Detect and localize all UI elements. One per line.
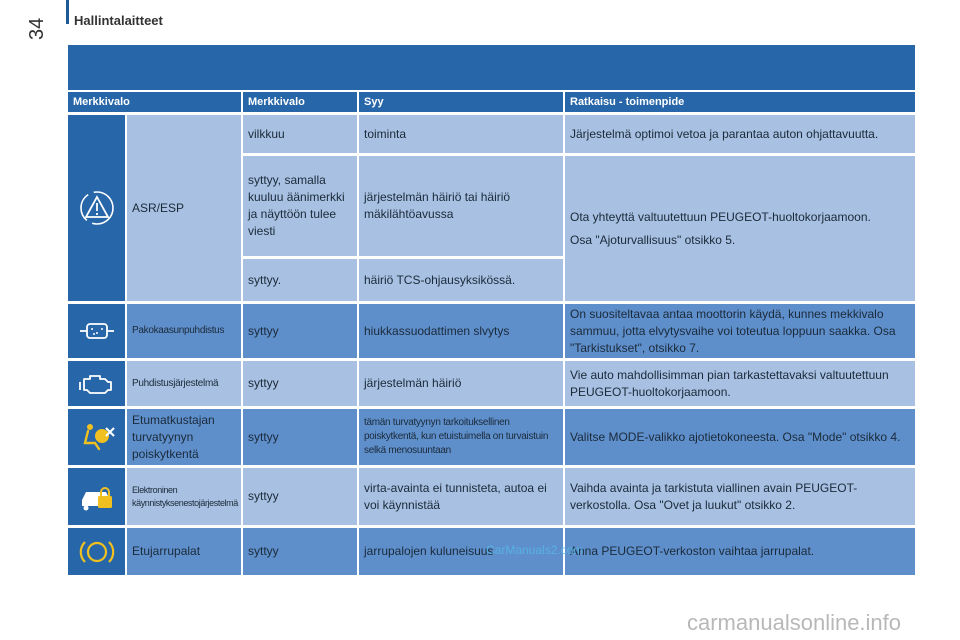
light-name: Puhdistusjärjestelmä [127,361,241,406]
watermark-bottom: carmanualsonline.info [687,610,902,635]
warning-triangle-icon [76,189,118,227]
engine-icon [76,365,118,403]
asr-state-1: vilkkuu [243,115,357,153]
asr-state-3: syttyy. [243,259,357,301]
warning-light-table [68,92,915,575]
light-state: syttyy [243,361,357,406]
table-row [68,468,915,525]
header-cause: Syy [359,92,563,112]
light-name: Etumatkustajan turvatyynyn poiskytkentä [127,409,241,465]
icon-cell [68,468,125,525]
table-row-asr-esp [68,115,915,301]
header-solution: Ratkaisu - toimenpide [565,92,915,112]
asr-cause-2: järjestelmän häiriö tai häiriö mäkilähtöavussa [359,156,563,256]
asr-state-2: syttyy, samalla kuuluu äänimerkki ja näyttöön tulee viesti [243,156,357,256]
particle-filter-icon [76,312,118,350]
asr-solution-shared-line1: Ota yhteyttä valtuutettuun PEUGEOT-huoltokorjaamoon. [570,209,871,224]
table-row [68,409,915,465]
table-header [68,92,915,112]
brake-pads-icon [76,533,118,571]
table-row [68,304,915,358]
light-solution: Valitse MODE-valikko ajotietokoneesta. Osa "Mode" otsikko 4. [565,409,915,465]
light-state: syttyy [243,528,357,575]
icon-cell [68,409,125,465]
light-solution: Vie auto mahdollisimman pian tarkastettavaksi valtuutettuun PEUGEOT-huoltokorjaamoon. [565,361,915,406]
light-name: Elektroninen käynnistyksenestojärjestelmä [127,468,241,525]
light-cause: virta-avainta ei tunnisteta, autoa ei voi käynnistää [359,468,563,525]
asr-solution-shared-line2: Osa "Ajoturvallisuus" otsikko 5. [570,232,736,247]
asr-solution-shared [565,156,915,301]
light-solution: Anna PEUGEOT-verkoston vaihtaa jarrupalat. [565,528,915,575]
asr-name-cell: ASR/ESP [127,115,241,301]
asr-solution-1: Järjestelmä optimoi vetoa ja parantaa auton ohjattavuutta. [565,115,915,153]
icon-cell [68,304,125,358]
light-state: syttyy [243,409,357,465]
light-cause: hiukkassuodattimen slvytys [359,304,563,358]
header-banner [68,45,915,90]
section-marker [66,0,69,24]
section-title: Hallintalaitteet [74,13,163,28]
header-warning-light-state: Merkkivalo [243,92,357,112]
icon-cell [68,528,125,575]
asr-icon-cell [68,115,125,301]
light-name: Etujarrupalat [127,528,241,575]
page-number: 34 [26,17,48,40]
table-row [68,361,915,406]
light-solution: On suositeltavaa antaa moottorin käydä, kunnes mekkivalo sammuu, jotta elvytysvaihe voi toteutua loppuun saakka. Osa "Tarkistukset", otsikko 7. [565,304,915,358]
header-warning-light: Merkkivalo [68,92,241,112]
asr-cause-3: häiriö TCS-ohjausyksikössä. [359,259,563,301]
light-cause: tämän turvatyynyn tarkoituksellinen poiskytkentä, kun etuistuimella on turvaistuin selkä menosuuntaan [359,409,563,465]
watermark-top: CarManuals2.com [486,543,584,557]
light-name: Pakokaasunpuhdistus [127,304,241,358]
light-state: syttyy [243,468,357,525]
icon-cell [68,361,125,406]
light-state: syttyy [243,304,357,358]
immobiliser-lock-icon [76,478,118,516]
light-cause: jarrupalojen kuluneisuus [359,528,563,575]
asr-cause-1: toiminta [359,115,563,153]
light-cause: järjestelmän häiriö [359,361,563,406]
airbag-off-icon [76,418,118,456]
light-solution: Vaihda avainta ja tarkistuta viallinen avain PEUGEOT-verkostolla. Osa "Ovet ja luukut" otsikko 2. [565,468,915,525]
